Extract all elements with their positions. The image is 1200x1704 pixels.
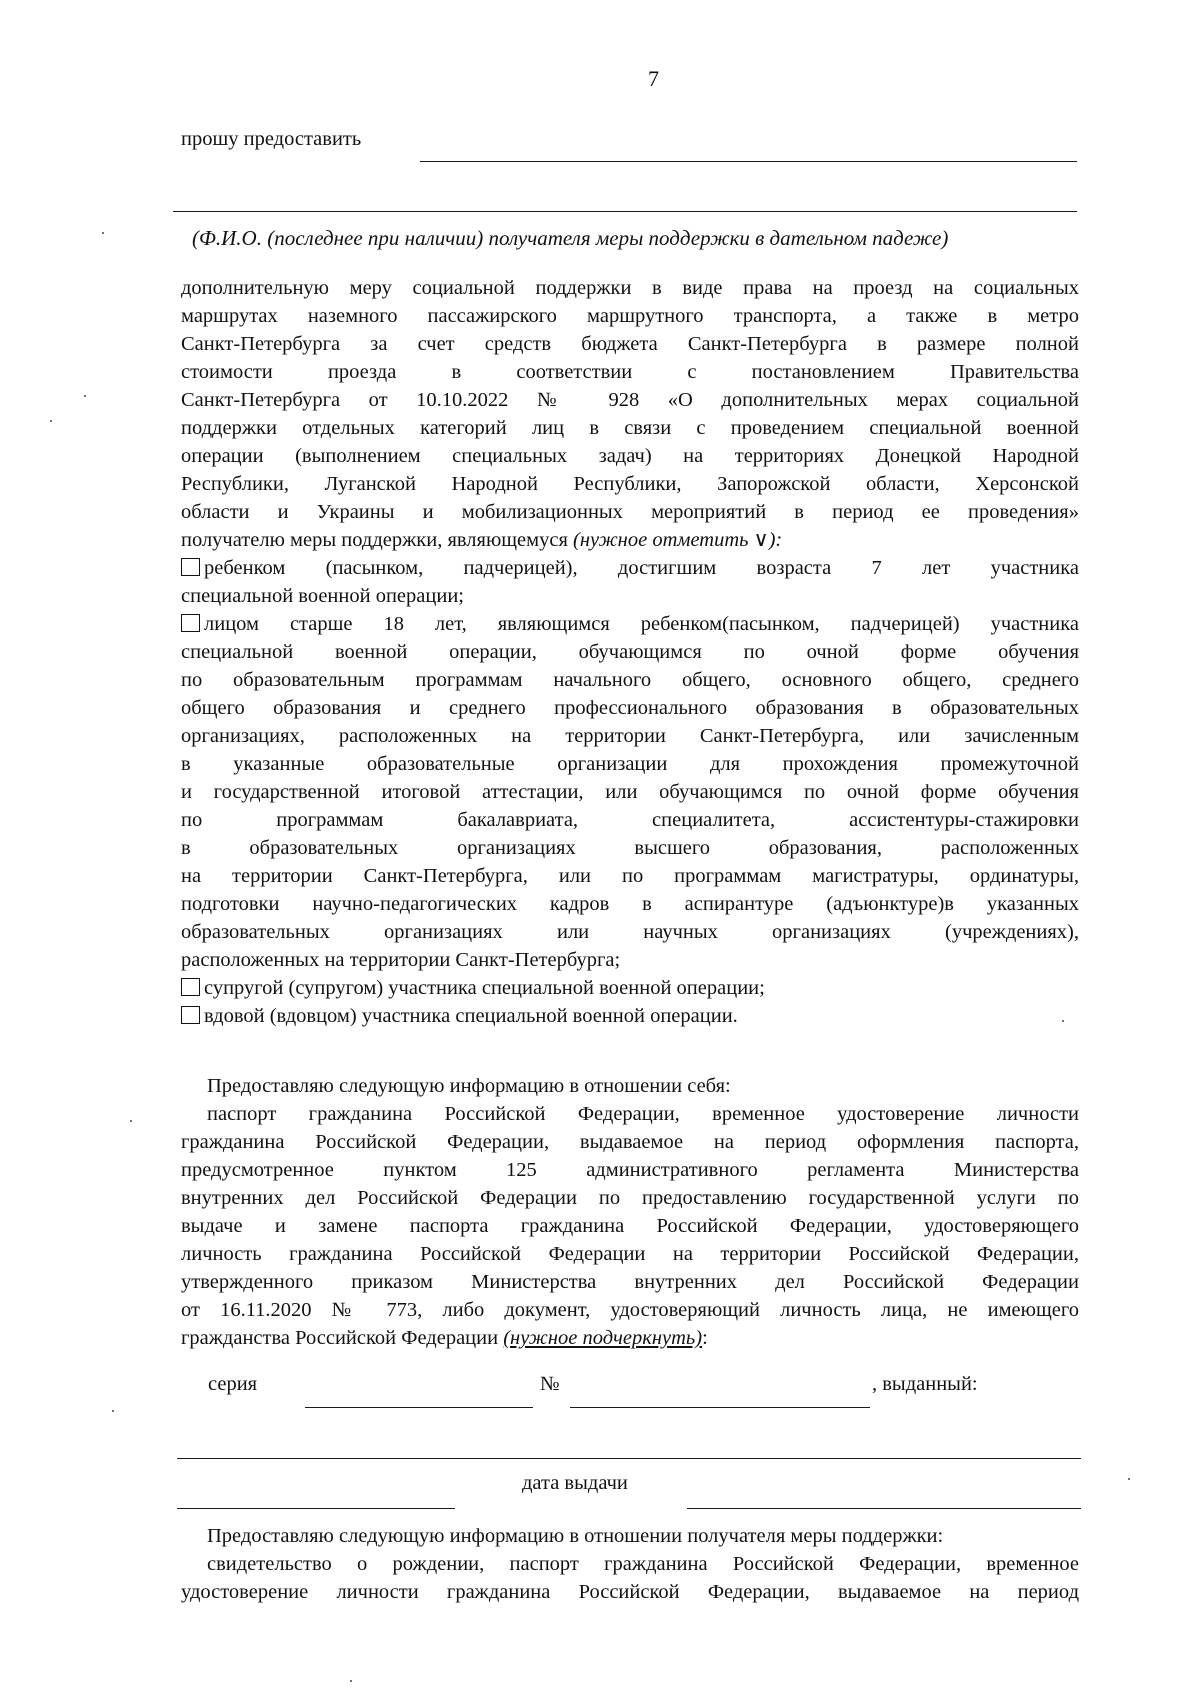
main-tail-line bbox=[181, 526, 1079, 554]
option-2-checkbox[interactable] bbox=[181, 614, 200, 632]
scan-speck bbox=[112, 1410, 114, 1412]
issued-by-value[interactable] bbox=[177, 1426, 1081, 1452]
page-number: 7 bbox=[648, 66, 659, 91]
self-info-line: внутренних дел Российской Федерации по предоставлению государственной услуги по bbox=[181, 1187, 1079, 1209]
option-2-line: по программам бакалавриата, специалитета, ассистентуры-стажировки bbox=[181, 809, 1079, 831]
scan-speck bbox=[350, 1680, 352, 1682]
main-line: Санкт-Петербурга от 10.10.2022 № 928 «О дополнительных мерах социальной bbox=[181, 389, 1079, 411]
main-line: дополнительную меру социальной поддержки в виде права на проезд на социальных bbox=[181, 277, 1079, 299]
option-2-line: и государственной итоговой аттестации, или обучающимся по очной форме обучения bbox=[181, 781, 1079, 803]
issued-by-field-line[interactable] bbox=[177, 1458, 1081, 1459]
self-info-line: личность гражданина Российской Федерации на территории Российской Федерации, bbox=[181, 1243, 1079, 1265]
self-info-heading: Предоставляю следующую информацию в отношении себя: bbox=[207, 1075, 731, 1097]
option-2-line: подготовки научно-педагогических кадров в аспирантуре (адъюнктуре)в указанных bbox=[181, 893, 1079, 915]
scan-speck bbox=[102, 232, 104, 234]
option-3-text: супругой (супругом) участника специальной военной операции; bbox=[204, 977, 765, 999]
recipient-info-paragraph bbox=[181, 1550, 1079, 1606]
series-label: серия bbox=[208, 1373, 258, 1395]
option-1-checkbox[interactable] bbox=[181, 558, 200, 576]
self-info-last-tail: : bbox=[702, 1327, 708, 1349]
main-line: поддержки отдельных категорий лиц в связи с проведением специальной военной bbox=[181, 417, 1079, 439]
option-2-text: лицом старше 18 лет, являющимся ребенком(пасынком, падчерицей) участника bbox=[204, 613, 1079, 635]
option-2-line: на территории Санкт-Петербурга, или по программам магистратуры, ординатуры, bbox=[181, 865, 1079, 887]
option-2-line: специальной военной операции, обучающимся по очной форме обучения bbox=[181, 641, 1079, 663]
scan-speck bbox=[1128, 1478, 1130, 1480]
self-info-last-note: (нужное подчеркнуть) bbox=[503, 1327, 703, 1349]
number-label: № bbox=[540, 1373, 560, 1395]
main-line: операции (выполнением специальных задач) на территориях Донецкой Народной bbox=[181, 445, 1079, 467]
recipient-info-line: свидетельство о рождении, паспорт гражданина Российской Федерации, временное bbox=[207, 1553, 1079, 1575]
self-info-line: утвержденного приказом Министерства внутренних дел Российской Федерации bbox=[181, 1271, 1079, 1293]
issue-date-field-line[interactable] bbox=[687, 1508, 1081, 1509]
option-3-checkbox[interactable] bbox=[181, 978, 200, 996]
series-value[interactable] bbox=[305, 1373, 533, 1399]
main-paragraph bbox=[181, 274, 1079, 1030]
issued-label: , выданный: bbox=[872, 1373, 978, 1395]
issued-by-field-line-2[interactable] bbox=[177, 1508, 455, 1509]
series-field-line[interactable] bbox=[305, 1407, 533, 1408]
self-info-paragraph bbox=[181, 1100, 1079, 1352]
request-prompt: прошу предоставить bbox=[181, 128, 362, 150]
number-value[interactable] bbox=[570, 1373, 870, 1399]
option-2-line: в образовательных организациях высшего образования, расположенных bbox=[181, 837, 1079, 859]
option-4-line bbox=[181, 1002, 1079, 1030]
self-info-line: выдаче и замене паспорта гражданина Российской Федерации, удостоверяющего bbox=[181, 1215, 1079, 1237]
option-1-line bbox=[181, 554, 1079, 582]
main-line: Республики, Луганской Народной Республики, Запорожской области, Херсонской bbox=[181, 473, 1079, 495]
option-1-line: специальной военной операции; bbox=[181, 585, 464, 607]
scan-speck bbox=[1062, 1020, 1064, 1022]
option-4-text: вдовой (вдовцом) участника специальной военной операции. bbox=[204, 1005, 738, 1027]
option-2-line: по образовательным программам начального общего, основного общего, среднего bbox=[181, 669, 1079, 691]
self-info-line: гражданина Российской Федерации, выдаваемое на период оформления паспорта, bbox=[181, 1131, 1079, 1153]
issue-date-label: дата выдачи bbox=[522, 1472, 628, 1494]
scan-speck bbox=[50, 420, 52, 422]
main-line: области и Украины и мобилизационных мероприятий в период ее проведения» bbox=[181, 501, 1079, 523]
main-line: стоимости проезда в соответствии с постановлением Правительства bbox=[181, 361, 1079, 383]
option-1-text: ребенком (пасынком, падчерицей), достигшим возраста 7 лет участника bbox=[204, 557, 1079, 579]
option-2-line: организациях, расположенных на территории Санкт-Петербурга, или зачисленным bbox=[181, 725, 1079, 747]
recipient-info-heading: Предоставляю следующую информацию в отношении получателя меры поддержки: bbox=[207, 1525, 944, 1547]
self-info-last-text: гражданства Российской Федерации bbox=[181, 1327, 499, 1349]
option-2-line: в указанные образовательные организации для прохождения промежуточной bbox=[181, 753, 1079, 775]
main-tail-note: (нужное отметить ∨): bbox=[573, 529, 783, 551]
option-2-line: образовательных организациях или научных организациях (учреждениях), bbox=[181, 921, 1079, 943]
self-info-line: предусмотренное пунктом 125 административного регламента Министерства bbox=[181, 1159, 1079, 1181]
option-3-line bbox=[181, 974, 1079, 1002]
self-info-line: паспорт гражданина Российской Федерации, временное удостоверение личности bbox=[207, 1103, 1079, 1125]
option-4-checkbox[interactable] bbox=[181, 1006, 200, 1024]
recipient-info-line: удостоверение личности гражданина Российской Федерации, выдаваемое на период bbox=[181, 1581, 1079, 1603]
option-2-line bbox=[181, 610, 1079, 638]
main-line: маршрутах наземного пассажирского маршрутного транспорта, а также в метро bbox=[181, 305, 1079, 327]
self-info-last-line bbox=[181, 1324, 1079, 1352]
main-tail: получателю меры поддержки, являющемуся bbox=[181, 529, 568, 551]
recipient-name-field-line-1[interactable] bbox=[420, 161, 1077, 162]
option-2-line: общего образования и среднего профессионального образования в образовательных bbox=[181, 697, 1079, 719]
number-field-line[interactable] bbox=[570, 1407, 870, 1408]
self-info-line: от 16.11.2020 № 773, либо документ, удостоверяющий личность лица, не имеющего bbox=[181, 1299, 1079, 1321]
scan-speck bbox=[130, 1120, 132, 1122]
main-line: Санкт-Петербурга за счет средств бюджета Санкт-Петербурга в размере полной bbox=[181, 333, 1079, 355]
issue-date-value[interactable] bbox=[687, 1474, 1081, 1500]
recipient-name-field-line-2[interactable] bbox=[173, 211, 1077, 212]
scan-speck bbox=[84, 395, 86, 397]
recipient-name-caption: (Ф.И.О. (последнее при наличии) получателя меры поддержки в дательном падеже) bbox=[192, 226, 949, 250]
option-2-line: расположенных на территории Санкт-Петербурга; bbox=[181, 949, 621, 971]
